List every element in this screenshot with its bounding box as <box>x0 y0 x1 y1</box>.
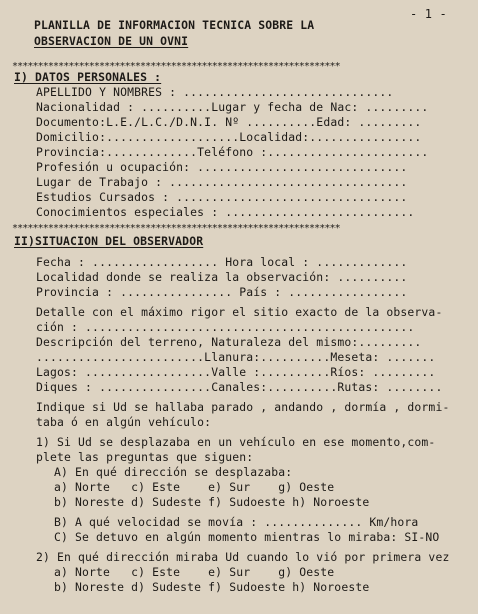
q1-line2: plete las preguntas que siguen: <box>36 450 254 464</box>
apellido-nombres-line: APELLIDO Y NOMBRES : .............................. <box>36 85 394 99</box>
localidad-observacion-line: Localidad donde se realiza la observación: .......... <box>36 270 408 284</box>
indique-line2: taba ó en algún vehículo: <box>36 415 212 429</box>
conocimientos-line: Conocimientos especiales : ........................... <box>36 205 415 219</box>
q1-a-options-row1: a) Norte c) Este e) Sur g) Oeste <box>54 480 335 494</box>
provincia-pais-line: Provincia : ................ País : ................. <box>36 285 408 299</box>
terreno-line: Descripción del terreno, Naturaleza del mismo:......... <box>36 335 422 349</box>
nacionalidad-line: Nacionalidad : ..........Lugar y fecha de Nac: ......... <box>36 100 429 114</box>
detalle-line1: Detalle con el máximo rigor el sitio exacto de la observa- <box>36 305 443 319</box>
star-divider: **************************************************************** <box>12 61 340 72</box>
q2-line1: 2) En qué dirección miraba Ud cuando lo vió por primera vez <box>36 550 450 564</box>
domicilio-line: Domicilio:...................Localidad:................ <box>36 130 422 144</box>
document-title-line2: OBSERVACION DE UN OVNI <box>34 34 189 48</box>
page-number: - 1 - <box>410 7 447 21</box>
estudios-line: Estudios Cursados : ................................. <box>36 190 408 204</box>
documento-line: Documento:L.E./L.C./D.N.I. Nº ..........Edad: ......... <box>36 115 422 129</box>
section2-title: II)SITUACION DEL OBSERVADOR <box>14 234 204 248</box>
q1-a-heading: A) En qué dirección se desplazaba: <box>54 465 293 479</box>
lugar-trabajo-line: Lugar de Trabajo : .................................. <box>36 175 408 189</box>
section1-title: I) DATOS PERSONALES : <box>14 70 162 84</box>
detalle-line2: ción : ............................................... <box>36 320 415 334</box>
q1-b-velocidad: B) A qué velocidad se movía : .............. Km/hora <box>54 515 419 529</box>
q1-a-options-row2: b) Noreste d) Sudeste f) Sudoeste h) Noroeste <box>54 495 370 509</box>
llanura-meseta-line: ........................Llanura:..........Meseta: ....... <box>36 350 436 364</box>
document-title-line1: PLANILLA DE INFORMACION TECNICA SOBRE LA <box>34 18 315 32</box>
diques-rutas-line: Diques : ................Canales:..........Rutas: ........ <box>36 380 443 394</box>
star-divider-2: **************************************************************** <box>12 223 340 234</box>
q1-line1: 1) Si Ud se desplazaba en un vehículo en ese momento,com- <box>36 435 436 449</box>
q2-options-row1: a) Norte c) Este e) Sur g) Oeste <box>54 565 335 579</box>
fecha-hora-line: Fecha : .................. Hora local : ............. <box>36 255 408 269</box>
profesion-line: Profesión u ocupación: .............................. <box>36 160 408 174</box>
indique-line1: Indique si Ud se hallaba parado , andando , dormía , dormi- <box>36 400 450 414</box>
q1-c-detuvo: C) Se detuvo en algún momento mientras lo miraba: SI-NO <box>54 530 440 544</box>
q2-options-row2: b) Noreste d) Sudeste f) Sudoeste h) Noroeste <box>54 580 370 594</box>
lagos-rios-line: Lagos: ..................Valle :..........Ríos: ......... <box>36 365 436 379</box>
provincia-telefono-line: Provincia:.............Teléfono :....................... <box>36 145 429 159</box>
